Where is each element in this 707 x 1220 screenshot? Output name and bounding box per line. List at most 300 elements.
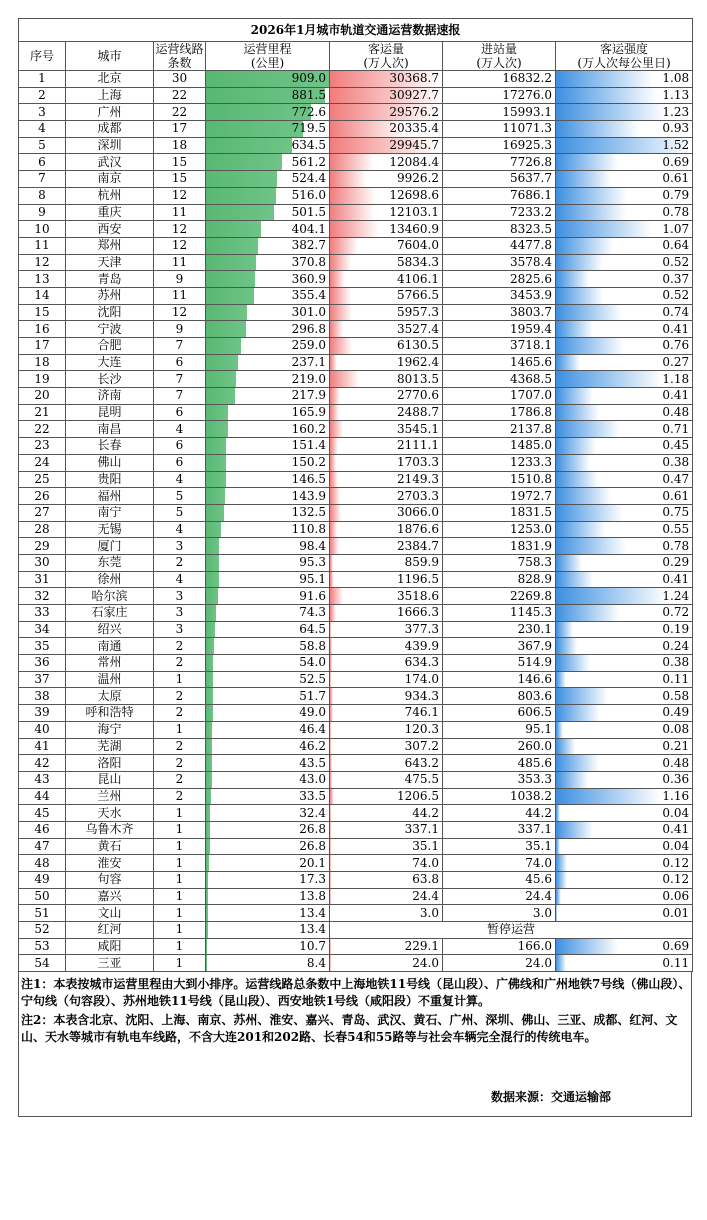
cell-mileage: [206, 855, 330, 872]
cell-volume: [330, 738, 443, 755]
cell-mileage-value: 95.3: [299, 555, 326, 570]
cell-entries: 35.1: [443, 838, 556, 855]
cell-mileage-value: 54.0: [299, 655, 326, 670]
cell-volume-value: 6130.5: [397, 338, 439, 353]
cell-idx: 6: [19, 154, 66, 171]
cell-intensity: [556, 821, 693, 838]
table-row: [19, 154, 693, 171]
cell-lines: 22: [154, 104, 206, 121]
cell-mileage: [206, 237, 330, 254]
cell-volume-value: 746.1: [404, 705, 439, 720]
cell-entries: 16925.3: [443, 137, 556, 154]
cell-volume: [330, 554, 443, 571]
cell-volume: [330, 938, 443, 955]
cell-mileage-value: 404.1: [291, 221, 326, 236]
cell-intensity: [556, 304, 693, 321]
table-row: [19, 237, 693, 254]
cell-intensity-value: 0.06: [662, 889, 690, 904]
cell-intensity: [556, 721, 693, 738]
cell-entries: 1831.5: [443, 504, 556, 521]
cell-entries: 1972.7: [443, 488, 556, 505]
cell-city: 徐州: [66, 571, 154, 588]
header-row: [19, 42, 693, 71]
cell-lines: 2: [154, 771, 206, 788]
cell-idx: 21: [19, 404, 66, 421]
cell-lines: 1: [154, 905, 206, 922]
cell-mileage-value: 64.5: [299, 622, 326, 637]
cell-mileage: [206, 371, 330, 388]
cell-mileage: [206, 187, 330, 204]
cell-mileage: [206, 304, 330, 321]
cell-entries: 2269.8: [443, 588, 556, 605]
cell-volume: [330, 888, 443, 905]
cell-mileage: [206, 821, 330, 838]
cell-intensity: [556, 605, 693, 622]
cell-idx: 10: [19, 221, 66, 238]
cell-idx: 16: [19, 321, 66, 338]
cell-city: 上海: [66, 87, 154, 104]
cell-intensity-value: 0.19: [662, 622, 690, 637]
cell-mileage-value: 43.5: [299, 755, 326, 770]
cell-intensity-value: 0.12: [662, 872, 690, 887]
cell-volume-value: 475.5: [404, 772, 439, 787]
cell-volume: [330, 688, 443, 705]
cell-intensity: [556, 571, 693, 588]
cell-mileage: [206, 922, 330, 939]
cell-volume-value: 643.2: [404, 755, 439, 770]
cell-volume: [330, 588, 443, 605]
cell-intensity: [556, 888, 693, 905]
cell-volume-value: 1206.5: [397, 788, 439, 803]
cell-idx: 36: [19, 655, 66, 672]
table-row: [19, 87, 693, 104]
cell-mileage-value: 382.7: [291, 238, 326, 253]
cell-intensity-value: 0.48: [662, 405, 690, 420]
cell-mileage: [206, 872, 330, 889]
cell-lines: 12: [154, 237, 206, 254]
cell-city: 广州: [66, 104, 154, 121]
cell-city: 郑州: [66, 237, 154, 254]
cell-idx: 4: [19, 121, 66, 138]
cell-mileage: [206, 805, 330, 822]
cell-mileage: [206, 121, 330, 138]
cell-intensity: [556, 187, 693, 204]
cell-entries: 485.6: [443, 755, 556, 772]
cell-volume: [330, 721, 443, 738]
cell-volume: [330, 388, 443, 405]
cell-volume: [330, 955, 443, 972]
cell-lines: 11: [154, 204, 206, 221]
cell-lines: 6: [154, 454, 206, 471]
cell-mileage-value: 110.8: [291, 521, 326, 536]
header-entries: 进站量 (万人次): [443, 42, 556, 71]
cell-city: 呼和浩特: [66, 705, 154, 722]
cell-lines: 12: [154, 221, 206, 238]
cell-volume-value: 174.0: [404, 672, 439, 687]
cell-mileage-value: 165.9: [291, 405, 326, 420]
cell-lines: 2: [154, 788, 206, 805]
cell-intensity: [556, 638, 693, 655]
cell-intensity-value: 0.69: [662, 939, 690, 954]
cell-suspended: 暂停运营: [330, 922, 693, 939]
cell-intensity-value: 0.41: [662, 388, 690, 403]
cell-entries: 166.0: [443, 938, 556, 955]
cell-mileage: [206, 588, 330, 605]
cell-idx: 31: [19, 571, 66, 588]
cell-volume-value: 13460.9: [389, 221, 439, 236]
cell-lines: 1: [154, 721, 206, 738]
cell-mileage: [206, 454, 330, 471]
cell-intensity: [556, 488, 693, 505]
table-row: [19, 738, 693, 755]
cell-city: 洛阳: [66, 755, 154, 772]
cell-intensity-value: 1.08: [662, 71, 690, 86]
cell-lines: 3: [154, 538, 206, 555]
cell-volume-value: 934.3: [404, 688, 439, 703]
cell-city: 海宁: [66, 721, 154, 738]
cell-entries: 1485.0: [443, 438, 556, 455]
cell-city: 兰州: [66, 788, 154, 805]
cell-intensity: [556, 738, 693, 755]
table-row: [19, 187, 693, 204]
cell-intensity: [556, 788, 693, 805]
cell-lines: 1: [154, 838, 206, 855]
cell-lines: 2: [154, 655, 206, 672]
cell-mileage: [206, 671, 330, 688]
cell-volume: [330, 905, 443, 922]
cell-mileage: [206, 938, 330, 955]
cell-lines: 7: [154, 371, 206, 388]
cell-mileage: [206, 338, 330, 355]
cell-entries: 4368.5: [443, 371, 556, 388]
cell-mileage-value: 52.5: [299, 672, 326, 687]
cell-idx: 34: [19, 621, 66, 638]
cell-idx: 29: [19, 538, 66, 555]
cell-lines: 22: [154, 87, 206, 104]
cell-mileage-value: 74.3: [299, 605, 326, 620]
cell-intensity: [556, 872, 693, 889]
cell-mileage: [206, 254, 330, 271]
cell-city: 南京: [66, 171, 154, 188]
note-2: 注2：本表含北京、沈阳、上海、南京、苏州、淮安、嘉兴、青岛、武汉、黄石、广州、深圳、佛山、三亚、成都、红河、文山、天水等城市有轨电车线路，不含大连201和202路、长春54和55路等与社会车辆完全混行的传统电车。: [21, 1013, 678, 1045]
cell-volume-value: 30927.7: [389, 88, 439, 103]
cell-intensity: [556, 655, 693, 672]
cell-lines: 11: [154, 287, 206, 304]
cell-lines: 7: [154, 388, 206, 405]
table-row: [19, 521, 693, 538]
cell-volume: [330, 187, 443, 204]
cell-mileage: [206, 421, 330, 438]
cell-city: 厦门: [66, 538, 154, 555]
cell-lines: 2: [154, 688, 206, 705]
table-row: [19, 955, 693, 972]
cell-lines: 1: [154, 938, 206, 955]
cell-intensity-value: 1.16: [662, 788, 690, 803]
cell-entries: 11071.3: [443, 121, 556, 138]
cell-volume-value: 337.1: [404, 822, 439, 837]
cell-volume-value: 2703.3: [397, 488, 439, 503]
cell-mileage-value: 98.4: [299, 538, 326, 553]
cell-volume-value: 3545.1: [397, 421, 439, 436]
cell-volume-value: 5766.5: [397, 288, 439, 303]
cell-volume-value: 229.1: [404, 939, 439, 954]
cell-city: 西安: [66, 221, 154, 238]
table-row: [19, 888, 693, 905]
cell-mileage-value: 151.4: [291, 438, 326, 453]
cell-intensity-value: 0.79: [662, 188, 690, 203]
cell-city: 嘉兴: [66, 888, 154, 905]
cell-entries: 3718.1: [443, 338, 556, 355]
header-intensity: 客运强度 (万人次每公里日): [556, 42, 693, 71]
cell-volume-value: 2111.1: [397, 438, 439, 453]
cell-volume-value: 377.3: [404, 622, 439, 637]
cell-intensity-value: 0.01: [662, 905, 690, 920]
cell-mileage-value: 501.5: [291, 204, 326, 219]
table-row: [19, 554, 693, 571]
cell-mileage: [206, 154, 330, 171]
cell-entries: 828.9: [443, 571, 556, 588]
cell-city: 常州: [66, 655, 154, 672]
cell-intensity-value: 0.04: [662, 805, 690, 820]
table-row: [19, 221, 693, 238]
table-row: [19, 287, 693, 304]
cell-intensity-value: 0.41: [662, 571, 690, 586]
table-row: [19, 388, 693, 405]
cell-intensity-value: 0.71: [662, 421, 690, 436]
report-sheet: [18, 18, 692, 1117]
cell-entries: 8323.5: [443, 221, 556, 238]
cell-idx: 35: [19, 638, 66, 655]
cell-mileage-value: 58.8: [299, 638, 326, 653]
cell-city: 三亚: [66, 955, 154, 972]
cell-intensity: [556, 354, 693, 371]
cell-mileage-value: 561.2: [291, 154, 326, 169]
cell-entries: 2137.8: [443, 421, 556, 438]
table-row: [19, 104, 693, 121]
cell-idx: 41: [19, 738, 66, 755]
cell-mileage-value: 219.0: [291, 371, 326, 386]
table-body: [19, 71, 693, 972]
cell-volume: [330, 121, 443, 138]
cell-mileage-value: 881.5: [291, 88, 326, 103]
table-row: [19, 638, 693, 655]
cell-entries: 353.3: [443, 771, 556, 788]
cell-volume-value: 3.0: [419, 905, 439, 920]
cell-idx: 46: [19, 821, 66, 838]
cell-volume-value: 5957.3: [397, 304, 439, 319]
cell-intensity-value: 0.11: [662, 672, 690, 687]
cell-intensity-value: 0.78: [662, 204, 690, 219]
cell-idx: 23: [19, 438, 66, 455]
cell-lines: 4: [154, 471, 206, 488]
cell-city: 大连: [66, 354, 154, 371]
cell-intensity: [556, 805, 693, 822]
cell-idx: 38: [19, 688, 66, 705]
cell-volume: [330, 171, 443, 188]
cell-idx: 50: [19, 888, 66, 905]
cell-volume: [330, 221, 443, 238]
cell-lines: 3: [154, 621, 206, 638]
cell-volume: [330, 354, 443, 371]
cell-volume: [330, 104, 443, 121]
cell-volume: [330, 321, 443, 338]
cell-volume: [330, 438, 443, 455]
cell-entries: 4477.8: [443, 237, 556, 254]
cell-idx: 26: [19, 488, 66, 505]
cell-lines: 12: [154, 304, 206, 321]
cell-lines: 1: [154, 855, 206, 872]
cell-mileage: [206, 721, 330, 738]
cell-city: 哈尔滨: [66, 588, 154, 605]
cell-mileage: [206, 738, 330, 755]
table-row: [19, 338, 693, 355]
data-table: [18, 18, 693, 972]
cell-city: 乌鲁木齐: [66, 821, 154, 838]
cell-mileage-value: 301.0: [291, 304, 326, 319]
cell-intensity: [556, 104, 693, 121]
cell-mileage: [206, 204, 330, 221]
cell-entries: 16832.2: [443, 71, 556, 88]
cell-volume-value: 634.3: [404, 655, 439, 670]
cell-volume-value: 2149.3: [397, 471, 439, 486]
cell-mileage-value: 95.1: [299, 571, 326, 586]
cell-entries: 7233.2: [443, 204, 556, 221]
cell-mileage-value: 360.9: [291, 271, 326, 286]
cell-mileage-value: 26.8: [299, 838, 326, 853]
notes-box: [18, 972, 692, 1117]
cell-idx: 32: [19, 588, 66, 605]
cell-entries: 1038.2: [443, 788, 556, 805]
cell-mileage-value: 43.0: [299, 772, 326, 787]
cell-intensity: [556, 421, 693, 438]
cell-mileage-value: 259.0: [291, 338, 326, 353]
cell-lines: 1: [154, 872, 206, 889]
table-row: [19, 421, 693, 438]
cell-volume: [330, 371, 443, 388]
cell-volume: [330, 421, 443, 438]
cell-lines: 2: [154, 554, 206, 571]
cell-volume: [330, 621, 443, 638]
cell-intensity-value: 1.13: [662, 88, 690, 103]
table-row: [19, 938, 693, 955]
cell-idx: 39: [19, 705, 66, 722]
cell-mileage-value: 13.8: [299, 889, 326, 904]
cell-entries: 3803.7: [443, 304, 556, 321]
cell-volume: [330, 855, 443, 872]
header-lines: 运营线路条数: [155, 42, 204, 70]
cell-mileage-value: 20.1: [299, 855, 326, 870]
cell-intensity-value: 0.58: [662, 688, 690, 703]
cell-volume: [330, 338, 443, 355]
table-row: [19, 621, 693, 638]
table-row: [19, 438, 693, 455]
cell-volume-value: 7604.0: [397, 238, 439, 253]
cell-mileage: [206, 771, 330, 788]
cell-idx: 24: [19, 454, 66, 471]
cell-lines: 12: [154, 187, 206, 204]
cell-mileage: [206, 905, 330, 922]
cell-volume-value: 29576.2: [389, 104, 439, 119]
cell-entries: 2825.6: [443, 271, 556, 288]
cell-volume-value: 2384.7: [397, 538, 439, 553]
cell-city: 天津: [66, 254, 154, 271]
table-row: [19, 71, 693, 88]
table-row: [19, 354, 693, 371]
table-row: [19, 321, 693, 338]
cell-intensity-value: 0.75: [662, 505, 690, 520]
cell-city: 红河: [66, 922, 154, 939]
cell-entries: 1831.9: [443, 538, 556, 555]
cell-intensity: [556, 838, 693, 855]
cell-city: 合肥: [66, 338, 154, 355]
cell-entries: 1707.0: [443, 388, 556, 405]
cell-intensity: [556, 554, 693, 571]
cell-mileage-value: 909.0: [291, 71, 326, 86]
cell-idx: 28: [19, 521, 66, 538]
cell-entries: 3578.4: [443, 254, 556, 271]
cell-volume: [330, 605, 443, 622]
cell-idx: 43: [19, 771, 66, 788]
cell-volume: [330, 521, 443, 538]
cell-mileage: [206, 504, 330, 521]
cell-intensity: [556, 154, 693, 171]
cell-intensity-value: 0.78: [662, 538, 690, 553]
table-row: [19, 271, 693, 288]
cell-intensity: [556, 938, 693, 955]
table-row: [19, 371, 693, 388]
cell-volume-value: 12103.1: [389, 204, 439, 219]
cell-intensity-value: 1.24: [662, 588, 690, 603]
cell-idx: 7: [19, 171, 66, 188]
cell-idx: 27: [19, 504, 66, 521]
cell-intensity-value: 0.76: [662, 338, 690, 353]
cell-city: 济南: [66, 388, 154, 405]
cell-mileage-value: 33.5: [299, 788, 326, 803]
cell-mileage: [206, 471, 330, 488]
cell-volume-value: 8013.5: [397, 371, 439, 386]
cell-intensity-value: 1.18: [662, 371, 690, 386]
cell-city: 东莞: [66, 554, 154, 571]
cell-mileage-value: 296.8: [291, 321, 326, 336]
cell-mileage: [206, 554, 330, 571]
cell-lines: 7: [154, 338, 206, 355]
cell-idx: 12: [19, 254, 66, 271]
cell-lines: 1: [154, 888, 206, 905]
table-row: [19, 605, 693, 622]
cell-lines: 2: [154, 738, 206, 755]
report-title: 2026年1月城市轨道交通运营数据速报: [19, 19, 693, 42]
cell-city: 贵阳: [66, 471, 154, 488]
cell-idx: 2: [19, 87, 66, 104]
cell-mileage-value: 46.2: [299, 738, 326, 753]
cell-volume-value: 20335.4: [389, 121, 439, 136]
cell-intensity: [556, 271, 693, 288]
cell-city: 沈阳: [66, 304, 154, 321]
cell-mileage-value: 516.0: [291, 188, 326, 203]
cell-entries: 758.3: [443, 554, 556, 571]
cell-lines: 18: [154, 137, 206, 154]
cell-lines: 6: [154, 354, 206, 371]
cell-volume: [330, 488, 443, 505]
cell-city: 咸阳: [66, 938, 154, 955]
cell-entries: 260.0: [443, 738, 556, 755]
cell-entries: 15993.1: [443, 104, 556, 121]
cell-mileage: [206, 87, 330, 104]
cell-mileage: [206, 521, 330, 538]
cell-entries: 74.0: [443, 855, 556, 872]
cell-volume-value: 4106.1: [397, 271, 439, 286]
table-row: [19, 671, 693, 688]
